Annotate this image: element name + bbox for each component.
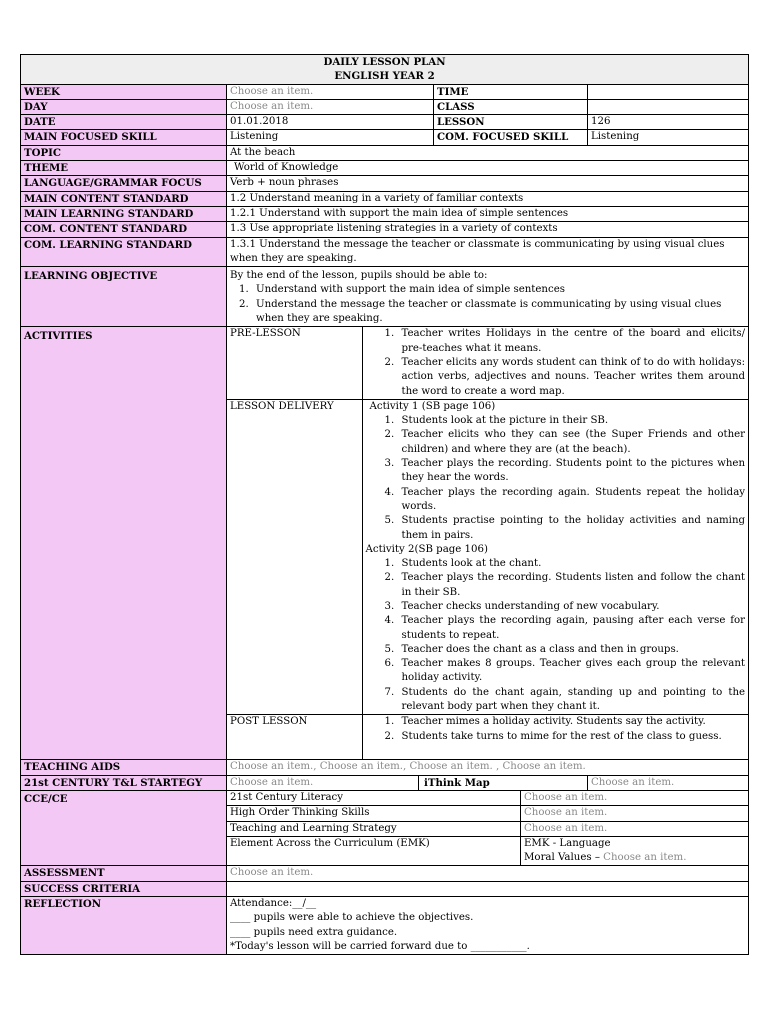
aids-dropdowns[interactable]: Choose an item., Choose an item., Choose an item. , Choose an item. [227, 760, 749, 775]
grammar-value[interactable]: Verb + noun phrases [227, 176, 749, 191]
list-item: 3. Teacher checks understanding of new vocabulary. [398, 600, 746, 614]
list-item: 4. Teacher plays the recording again. Students repeat the holiday words. [398, 486, 746, 515]
pre-lesson-label: PRE-LESSON [227, 327, 362, 399]
reflection-value[interactable] [227, 897, 749, 955]
pre-lesson-row [227, 327, 748, 399]
activity-1-title: Activity 1 (SB page 106) [369, 400, 496, 412]
list-item: 5. Teacher does the chant as a class and then in groups. [398, 643, 746, 657]
activity-2-list [366, 557, 746, 714]
label-success: SUCCESS CRITERIA [21, 881, 227, 896]
post-lesson-content[interactable] [362, 715, 748, 760]
emk-language: EMK - Language [524, 837, 611, 849]
strategy-dropdown[interactable]: Choose an item. [227, 775, 419, 790]
list-item: 6. Teacher makes 8 groups. Teacher gives each group the relevant holiday activity. [398, 657, 746, 686]
com-learning-row [21, 237, 749, 267]
label-com-learning: COM. LEARNING STANDARD [21, 237, 227, 267]
carry-forward-line: *Today's lesson will be carried forward due to ___________. [230, 940, 530, 952]
cce-tl-dropdown[interactable]: Choose an item. [521, 821, 749, 836]
time-value[interactable] [588, 84, 749, 99]
objective-row [21, 267, 749, 327]
label-assessment: ASSESSMENT [21, 866, 227, 881]
list-item: 2. Teacher elicits who they can see (the Super Friends and other children) and where they are (at the beach). [398, 428, 746, 457]
day-row [21, 99, 749, 114]
cce-literacy: 21st Century Literacy [227, 790, 521, 805]
com-content-row [21, 222, 749, 237]
post-lesson-list [366, 715, 746, 744]
cce-hots: High Order Thinking Skills [227, 806, 521, 821]
cce-emk: Element Across the Curriculum (EMK) [227, 836, 521, 866]
post-lesson-label: POST LESSON [227, 715, 362, 760]
label-reflection: REFLECTION [21, 897, 227, 955]
cce-emk-value[interactable] [521, 836, 749, 866]
label-date: DATE [21, 115, 227, 130]
lesson-delivery-row [227, 399, 748, 715]
theme-text: World of Knowledge [234, 162, 339, 174]
list-item: 1. Understand with support the main idea of simple sentences [252, 283, 745, 297]
activities-table [227, 327, 748, 759]
label-main-skill: MAIN FOCUSED SKILL [21, 130, 227, 145]
label-topic: TOPIC [21, 145, 227, 160]
list-item: 7. Students do the chant again, standing up and pointing to the relevant body part when they chant it. [398, 686, 746, 715]
attendance: Attendance:__/__ [230, 898, 317, 910]
list-item: 1. Teacher mimes a holiday activity. Students say the activity. [398, 715, 746, 729]
objective-list [230, 283, 745, 326]
label-week: WEEK [21, 84, 227, 99]
plan-subject: ENGLISH YEAR 2 [334, 70, 435, 83]
activity-1-list [366, 414, 746, 543]
cce-tl-strategy: Teaching and Learning Strategy [227, 821, 521, 836]
label-grammar: LANGUAGE/GRAMMAR FOCUS [21, 176, 227, 191]
label-aids: TEACHING AIDS [21, 760, 227, 775]
objective-intro: By the end of the lesson, pupils should be able to: [230, 270, 488, 282]
assessment-dropdown[interactable]: Choose an item. [227, 866, 749, 881]
objective-value[interactable] [227, 267, 749, 327]
label-cce: CCE/CE [21, 790, 227, 865]
cce-row-1 [21, 790, 749, 805]
aids-row [21, 760, 749, 775]
com-content-value[interactable]: 1.3 Use appropriate listening strategies in a variety of contexts [227, 222, 749, 237]
topic-row [21, 145, 749, 160]
list-item: 4. Teacher plays the recording again, pausing after each verse for students to repeat. [398, 614, 746, 643]
plan-header [21, 55, 749, 85]
activity-2-title: Activity 2(SB page 106) [365, 543, 488, 555]
success-value[interactable] [227, 881, 749, 896]
label-com-skill: COM. FOCUSED SKILL [434, 130, 588, 145]
list-item: 2. Teacher plays the recording. Students listen and follow the chant in their SB. [398, 571, 746, 600]
achieved-line: ____ pupils were able to achieve the objectives. [230, 912, 474, 924]
theme-row [21, 161, 749, 176]
list-item: 2. Understand the message the teacher or classmate is communicating by using visual clues when they are speaking. [252, 298, 745, 327]
list-item: 3. Teacher plays the recording. Students point to the pictures when they hear the words. [398, 457, 746, 486]
moral-dropdown[interactable]: Choose an item. [603, 852, 687, 864]
day-dropdown[interactable]: Choose an item. [227, 99, 434, 114]
label-day: DAY [21, 99, 227, 114]
list-item: 5. Students practise pointing to the holiday activities and naming them in pairs. [398, 514, 746, 543]
moral-label: Moral Values – [524, 852, 600, 864]
main-content-value[interactable]: 1.2 Understand meaning in a variety of familiar contexts [227, 191, 749, 206]
header-row [21, 55, 749, 85]
list-item: 1. Students look at the chant. [398, 557, 746, 571]
grammar-row [21, 176, 749, 191]
label-time: TIME [434, 84, 588, 99]
label-objective: LEARNING OBJECTIVE [21, 267, 227, 327]
ithink-dropdown[interactable]: Choose an item. [588, 775, 749, 790]
main-skill-value[interactable]: Listening [227, 130, 434, 145]
theme-value[interactable] [227, 161, 749, 176]
com-learning-value[interactable]: 1.3.1 Understand the message the teacher or classmate is communicating by using visual clues when they are speaking. [227, 237, 749, 267]
guidance-line: ____ pupils need extra guidance. [230, 926, 398, 938]
moral-values [524, 851, 745, 865]
list-item: 2. Teacher elicits any words student can think of to do with holidays: action verbs, adjectives and nouns. Teacher writes them around the word to create a word map. [398, 356, 746, 399]
main-learning-row [21, 206, 749, 221]
label-main-learning: MAIN LEARNING STANDARD [21, 206, 227, 221]
pre-lesson-content[interactable] [362, 327, 748, 399]
lesson-delivery-content[interactable] [362, 399, 748, 715]
main-content-row [21, 191, 749, 206]
topic-value[interactable]: At the beach [227, 145, 749, 160]
date-value[interactable]: 01.01.2018 [227, 115, 434, 130]
class-value[interactable] [588, 99, 749, 114]
skill-row [21, 130, 749, 145]
pre-lesson-list [366, 327, 746, 398]
main-learning-value[interactable]: 1.2.1 Understand with support the main idea of simple sentences [227, 206, 749, 221]
activities-cell [227, 327, 749, 760]
label-com-content: COM. CONTENT STANDARD [21, 222, 227, 237]
assessment-row [21, 866, 749, 881]
list-item: 2. Students take turns to mime for the rest of the class to guess. [398, 730, 746, 744]
label-strategy: 21st CENTURY T&L STARTEGY [21, 775, 227, 790]
cce-hots-dropdown[interactable]: Choose an item. [521, 806, 749, 821]
date-row [21, 115, 749, 130]
reflection-row [21, 897, 749, 955]
post-lesson-row [227, 715, 748, 760]
label-main-content: MAIN CONTENT STANDARD [21, 191, 227, 206]
plan-title: DAILY LESSON PLAN [323, 56, 446, 68]
label-class: CLASS [434, 99, 588, 114]
week-row [21, 84, 749, 99]
list-item: 1. Teacher writes Holidays in the centre of the board and elicits/ pre-teaches what it means. [398, 327, 746, 356]
list-item: 1. Students look at the picture in their SB. [398, 414, 746, 428]
com-skill-value[interactable]: Listening [588, 130, 749, 145]
ithink-label [419, 775, 588, 790]
strategy-row [21, 775, 749, 790]
label-activities: ACTIVITIES [21, 327, 227, 760]
week-dropdown[interactable]: Choose an item. [227, 84, 434, 99]
lesson-delivery-label: LESSON DELIVERY [227, 399, 362, 715]
ithink-text: iThink Map [424, 776, 490, 789]
cce-literacy-dropdown[interactable]: Choose an item. [521, 790, 749, 805]
lesson-value[interactable]: 126 [588, 115, 749, 130]
activities-row [21, 327, 749, 760]
label-theme: THEME [21, 161, 227, 176]
label-lesson: LESSON [434, 115, 588, 130]
success-row [21, 881, 749, 896]
lesson-plan-table [20, 54, 749, 955]
